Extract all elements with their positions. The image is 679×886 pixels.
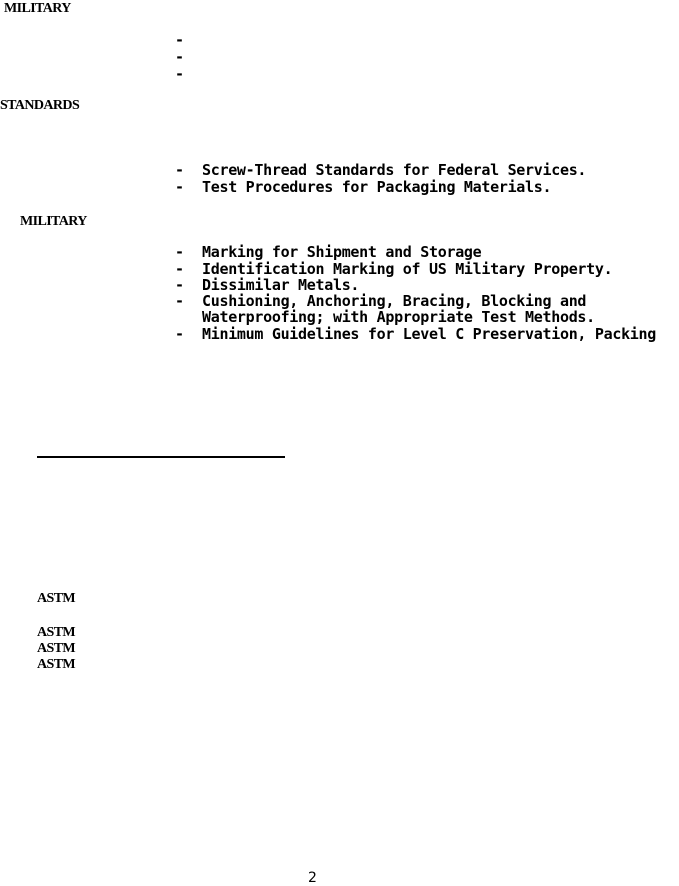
list-item: Screw-Thread Standards for Federal Services. bbox=[202, 161, 587, 179]
list-dash: - bbox=[175, 325, 185, 343]
list-dash: - bbox=[175, 276, 185, 294]
list-item: Identification Marking of US Military Property. bbox=[202, 260, 613, 278]
list-item-continuation: Waterproofing; with Appropriate Test Methods. bbox=[202, 308, 595, 326]
list-item: Dissimilar Metals. bbox=[202, 276, 360, 294]
page-number: 2 bbox=[308, 870, 317, 886]
list-dash: - bbox=[175, 292, 185, 310]
astm-label: ASTM bbox=[37, 641, 76, 656]
list-item: Cushioning, Anchoring, Bracing, Blocking and bbox=[202, 292, 587, 310]
list-item: Minimum Guidelines for Level C Preservation, Packing bbox=[202, 325, 657, 343]
astm-label: ASTM bbox=[37, 625, 76, 640]
list-dash: - bbox=[175, 65, 185, 83]
list-dash: - bbox=[175, 178, 185, 196]
list-dash: - bbox=[175, 243, 185, 261]
list-dash: - bbox=[175, 31, 185, 49]
heading-military-2: MILITARY bbox=[20, 214, 87, 229]
list-dash: - bbox=[175, 48, 185, 66]
list-dash: - bbox=[175, 161, 185, 179]
list-dash: - bbox=[175, 260, 185, 278]
list-item: Test Procedures for Packaging Materials. bbox=[202, 178, 552, 196]
heading-standards: STANDARDS bbox=[0, 98, 80, 113]
astm-label: ASTM bbox=[37, 591, 76, 606]
section-divider bbox=[37, 456, 285, 458]
list-item: Marking for Shipment and Storage bbox=[202, 243, 482, 261]
astm-label: ASTM bbox=[37, 657, 76, 672]
heading-military-1: MILITARY bbox=[4, 1, 71, 16]
